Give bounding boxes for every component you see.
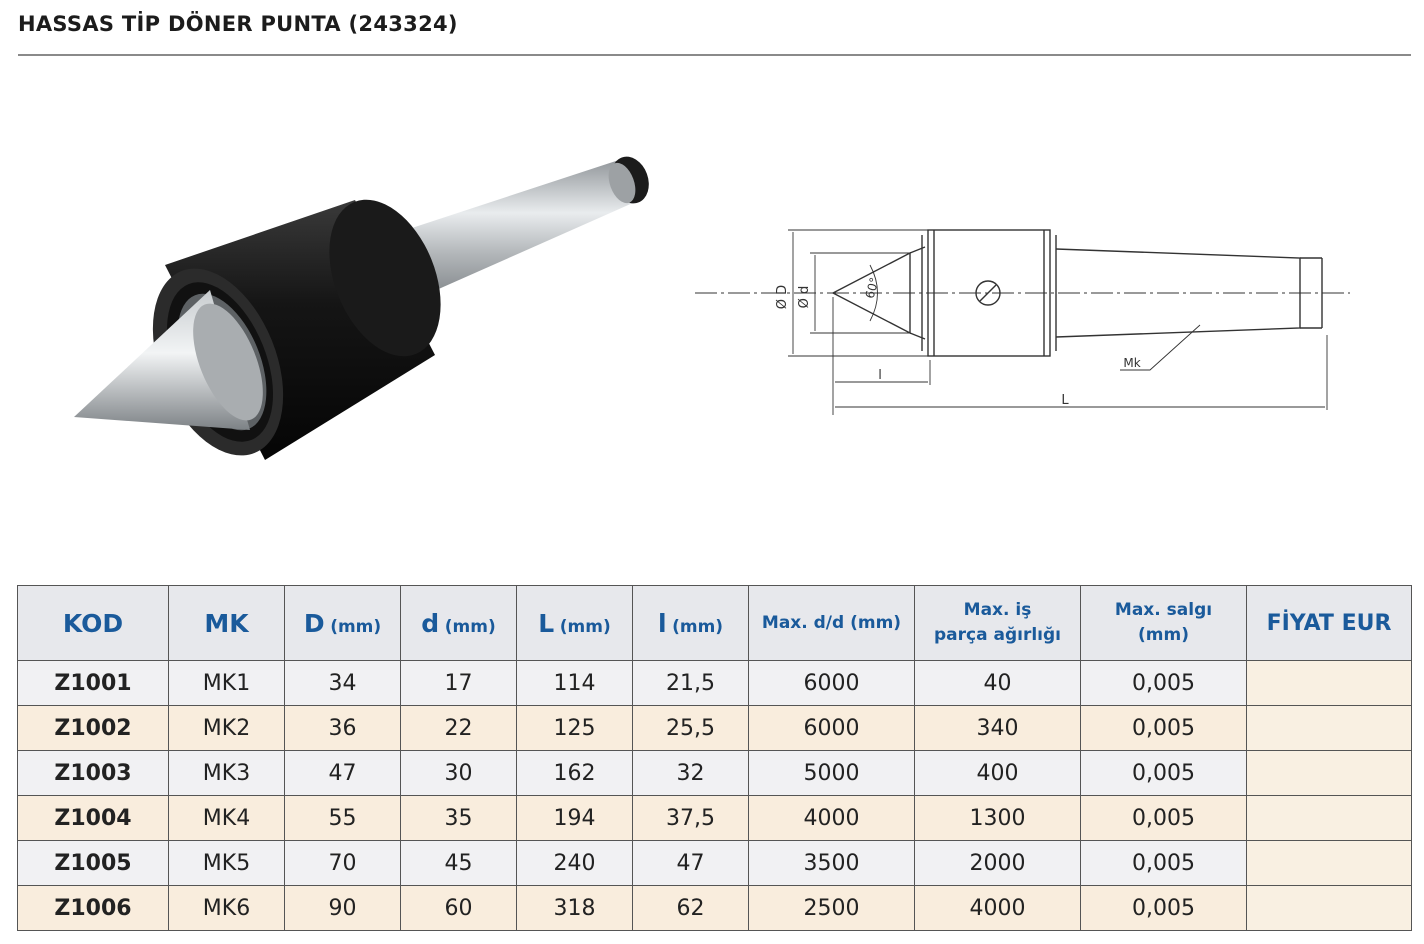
cell-d: 35	[401, 796, 517, 841]
cell-kod: Z1006	[18, 886, 169, 931]
angle-label: 60°	[862, 275, 882, 301]
cell-mk: MK6	[169, 886, 285, 931]
cell-price	[1247, 886, 1412, 931]
cell-L: 125	[517, 706, 633, 751]
page-title: HASSAS TİP DÖNER PUNTA (243324)	[18, 12, 458, 36]
cell-l: 32	[633, 751, 749, 796]
cell-max-weight: 400	[915, 751, 1081, 796]
cell-max-weight: 340	[915, 706, 1081, 751]
cell-mk: MK1	[169, 661, 285, 706]
cell-price	[1247, 841, 1412, 886]
length-L-label: L	[1061, 393, 1069, 408]
cell-L: 162	[517, 751, 633, 796]
cell-max-dd: 6000	[749, 706, 915, 751]
table-header-row	[18, 586, 1412, 661]
cell-D: 36	[285, 706, 401, 751]
cell-max-dd: 3500	[749, 841, 915, 886]
cell-max-runout: 0,005	[1081, 886, 1247, 931]
cell-mk: MK4	[169, 796, 285, 841]
cell-d: 30	[401, 751, 517, 796]
table-row	[18, 661, 1412, 706]
header-max-weight: Max. iş parça ağırlığı	[915, 586, 1081, 661]
table-row	[18, 841, 1412, 886]
cell-l: 47	[633, 841, 749, 886]
cell-kod: Z1004	[18, 796, 169, 841]
header-L: L (mm)	[517, 586, 633, 661]
live-center-photo	[60, 140, 680, 480]
cell-mk: MK5	[169, 841, 285, 886]
cell-d: 45	[401, 841, 517, 886]
cell-mk: MK2	[169, 706, 285, 751]
cell-kod: Z1003	[18, 751, 169, 796]
cell-max-runout: 0,005	[1081, 841, 1247, 886]
header-kod: KOD	[18, 586, 169, 661]
taper-label: Mk	[1123, 356, 1141, 370]
cell-max-weight: 40	[915, 661, 1081, 706]
cell-l: 25,5	[633, 706, 749, 751]
cell-l: 62	[633, 886, 749, 931]
cell-L: 194	[517, 796, 633, 841]
diameter-d-label: Ø d	[797, 285, 812, 309]
cell-d: 17	[401, 661, 517, 706]
cell-kod: Z1005	[18, 841, 169, 886]
cell-d: 60	[401, 886, 517, 931]
table-row	[18, 796, 1412, 841]
cell-price	[1247, 751, 1412, 796]
length-l-label: l	[878, 368, 882, 383]
header-price: FİYAT EUR	[1247, 586, 1412, 661]
cell-max-dd: 2500	[749, 886, 915, 931]
cell-L: 114	[517, 661, 633, 706]
header-D: D (mm)	[285, 586, 401, 661]
header-max-runout: Max. salgı (mm)	[1081, 586, 1247, 661]
cell-l: 21,5	[633, 661, 749, 706]
cell-d: 22	[401, 706, 517, 751]
cell-price	[1247, 796, 1412, 841]
spec-table	[17, 585, 1412, 931]
cell-max-weight: 1300	[915, 796, 1081, 841]
cell-D: 90	[285, 886, 401, 931]
cell-max-dd: 5000	[749, 751, 915, 796]
cell-price	[1247, 661, 1412, 706]
table-row	[18, 751, 1412, 796]
cell-max-runout: 0,005	[1081, 706, 1247, 751]
cell-max-runout: 0,005	[1081, 661, 1247, 706]
diameter-D-label: Ø D	[775, 284, 790, 310]
cell-L: 240	[517, 841, 633, 886]
table-row	[18, 706, 1412, 751]
cell-max-dd: 6000	[749, 661, 915, 706]
header-mk: MK	[169, 586, 285, 661]
cell-max-runout: 0,005	[1081, 796, 1247, 841]
cell-L: 318	[517, 886, 633, 931]
cell-kod: Z1001	[18, 661, 169, 706]
cell-D: 70	[285, 841, 401, 886]
header-l: l (mm)	[633, 586, 749, 661]
technical-drawing	[690, 185, 1360, 450]
header-d: d (mm)	[401, 586, 517, 661]
title-divider	[18, 54, 1411, 56]
cell-D: 47	[285, 751, 401, 796]
table-row	[18, 886, 1412, 931]
cell-kod: Z1002	[18, 706, 169, 751]
header-max-dd: Max. d/d (mm)	[749, 586, 915, 661]
cell-max-weight: 4000	[915, 886, 1081, 931]
cell-D: 34	[285, 661, 401, 706]
cell-price	[1247, 706, 1412, 751]
cell-max-runout: 0,005	[1081, 751, 1247, 796]
cell-max-weight: 2000	[915, 841, 1081, 886]
cell-max-dd: 4000	[749, 796, 915, 841]
cell-mk: MK3	[169, 751, 285, 796]
cell-l: 37,5	[633, 796, 749, 841]
cell-D: 55	[285, 796, 401, 841]
